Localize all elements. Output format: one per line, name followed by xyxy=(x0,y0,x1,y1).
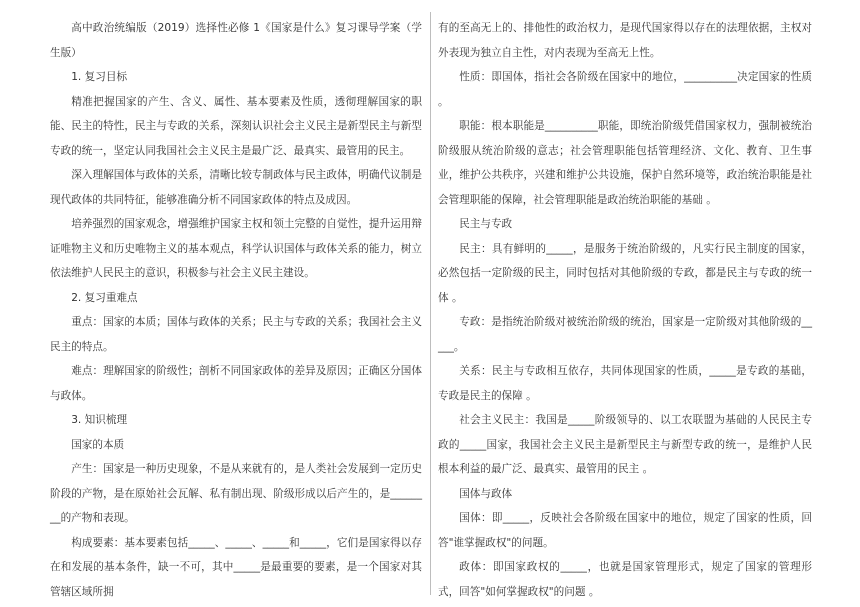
paragraph-continued: 有的至高无上的、排他性的政治权力，是现代国家得以存在的法理依据，主权对外表现为独立自主性，对内表现为至高无上性。 xyxy=(438,22,812,59)
left-column xyxy=(50,16,422,604)
paragraph: 构成要素：基本要素包括_____、_____、_____和_____，它们是国家得以存在和发展的基本条件，缺一不可，其中_____是最重要的要素，是一个国家对其管辖区域所拥 xyxy=(50,536,422,598)
paragraph: 国体：即_____，反映社会各阶级在国家中的地位，规定了国家的性质，回答"谁掌握政权"的问题。 xyxy=(438,512,812,549)
paragraph: 社会主义民主：我国是_____阶级领导的、以工农联盟为基础的人民民主专政的_____国家，我国社会主义民主是新型民主与新型专政的统一，是维护人民根本利益的最广泛、最真实、最管用的民主 。 xyxy=(438,414,812,475)
paragraph: 产生：国家是一种历史现象，不是从来就有的，是人类社会发展到一定历史阶段的产物，是在原始社会瓦解、私有制出现、阶级形成以后产生的，是________的产物和表现。 xyxy=(50,463,422,524)
paragraph: 培养强烈的国家观念，增强维护国家主权和领土完整的自觉性，提升运用辩证唯物主义和历史唯物主义的基本观点，科学认识国体与政体关系的能力，树立依法维护人民民主的意识，积极参与社会主义民主建设。 xyxy=(50,218,422,279)
document-title: 高中政治统编版（2019）选择性必修 1《国家是什么》复习课导学案（学生版） xyxy=(50,22,422,59)
subheading-state-system: 国体与政体 xyxy=(459,487,513,500)
paragraph: 关系：民主与专政相互依存，共同体现国家的性质，_____是专政的基础，专政是民主的保障 。 xyxy=(438,365,812,402)
section-heading-key-points: 2. 复习重难点 xyxy=(71,291,138,304)
right-column xyxy=(438,16,812,604)
paragraph: 专政：是指统治阶级对被统治阶级的统治，国家是一定阶级对其他阶级的_____。 xyxy=(438,316,812,353)
paragraph: 民主：具有鲜明的_____，是服务于统治阶级的，凡实行民主制度的国家，必然包括一定阶级的民主，同时包括对其他阶级的专政，都是民主与专政的统一体 。 xyxy=(438,242,812,304)
column-divider xyxy=(430,12,431,595)
paragraph: 政体：即国家政权的_____，也就是国家管理形式，规定了国家的管理形式，回答"如何掌握政权"的问题 。 xyxy=(438,561,812,598)
paragraph: 精准把握国家的产生、含义、属性、基本要素及性质，透彻理解国家的职能、民主的特性，民主与专政的关系，深刻认识社会主义民主是新型民主与新型专政的统一，坚定认同我国社会主义民主是最广泛、最真实、最管用的民主。 xyxy=(50,95,422,157)
paragraph: 深入理解国体与政体的关系，清晰比较专制政体与民主政体，明确代议制是现代政体的共同特征，能够准确分析不同国家政体的特点及成因。 xyxy=(50,169,422,206)
paragraph: 难点：理解国家的阶级性；剖析不同国家政体的差异及原因；正确区分国体与政体。 xyxy=(50,365,422,402)
section-heading-knowledge: 3. 知识梳理 xyxy=(71,414,128,426)
paragraph: 性质：即国体，指社会各阶级在国家中的地位，__________决定国家的性质 。 xyxy=(438,71,812,108)
paragraph: 职能：根本职能是__________职能，即统治阶级凭借国家权力，强制被统治阶级服从统治阶级的意志；社会管理职能包括管理经济、文化、教育、卫生事业，维护公共秩序，兴建和维护公共设施，保护自然环境等，政治统治职能是社会管理职能的保障，社会管理职能是政治统治职能的基础 。 xyxy=(438,120,812,206)
subheading-democracy-dictatorship: 民主与专政 xyxy=(459,218,513,230)
paragraph: 重点：国家的本质；国体与政体的关系；民主与专政的关系；我国社会主义民主的特点。 xyxy=(50,316,422,353)
subheading-nature-of-state: 国家的本质 xyxy=(71,438,125,451)
section-heading-review-goals: 1. 复习目标 xyxy=(71,71,128,83)
